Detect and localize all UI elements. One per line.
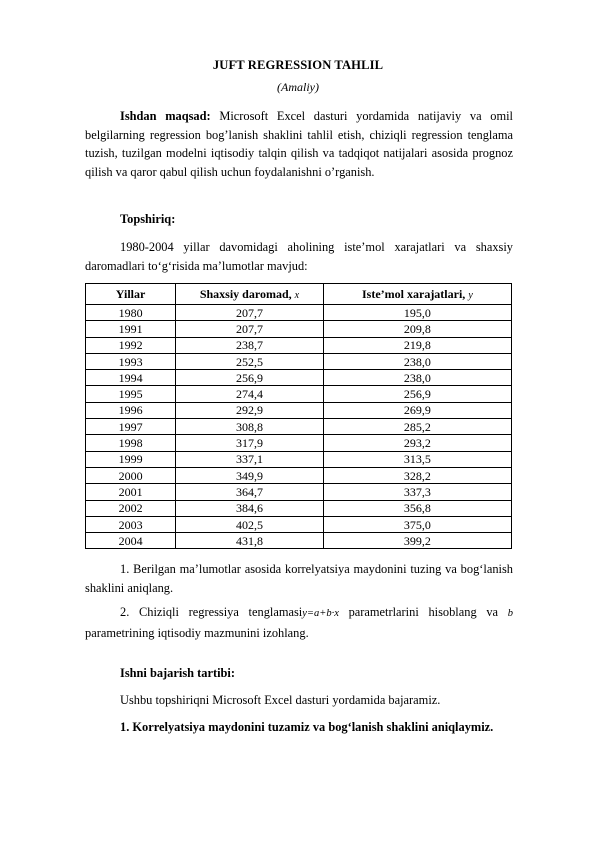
cell-expenses: 285,2: [323, 419, 511, 435]
cell-expenses: 328,2: [323, 467, 511, 483]
purpose-label: Ishdan maqsad:: [120, 109, 211, 123]
page-title: JUFT REGRESSION TAHLIL: [212, 58, 384, 72]
cell-income: 402,5: [176, 516, 324, 532]
procedure-heading: Ishni bajarish tartibi:: [120, 666, 235, 680]
cell-expenses: 313,5: [323, 451, 511, 467]
cell-expenses: 337,3: [323, 484, 511, 500]
table-row: [86, 516, 512, 532]
cell-year: 1994: [86, 370, 176, 386]
cell-income: 384,6: [176, 500, 324, 516]
procedure-line: Ushbu topshiriqni Microsoft Excel dasturi yordamida bajaramiz.: [120, 693, 441, 707]
cell-year: 1998: [86, 435, 176, 451]
cell-expenses: 256,9: [323, 386, 511, 402]
table-row: [86, 305, 512, 321]
cell-expenses: 219,8: [323, 337, 511, 353]
item-1: 1. Berilgan ma’lumotlar asosida korrelyatsiya maydonini tuzing va bog‘lanish shaklini aniqlang.: [85, 562, 513, 595]
cell-income: 207,7: [176, 321, 324, 337]
cell-year: 1999: [86, 451, 176, 467]
cell-expenses: 195,0: [323, 305, 511, 321]
page-subtitle: (Amaliy): [277, 80, 319, 94]
cell-year: 1992: [86, 337, 176, 353]
cell-income: 431,8: [176, 533, 324, 549]
cell-expenses: 293,2: [323, 435, 511, 451]
header-years: Yillar: [86, 284, 176, 305]
cell-year: 1996: [86, 402, 176, 418]
task-intro: 1980-2004 yillar davomidagi aholining iste’mol xarajatlari va shaxsiy daromadlari to‘g‘risida ma’lumotlar mavjud:: [85, 240, 513, 273]
cell-income: 349,9: [176, 467, 324, 483]
table-body: [86, 305, 512, 549]
procedure-step-1: 1. Korrelyatsiya maydonini tuzamiz va bog‘lanish shaklini aniqlaymiz.: [120, 720, 494, 734]
table-row: [86, 402, 512, 418]
header-income: Shaxsiy daromad, x: [176, 284, 324, 305]
cell-year: 1980: [86, 305, 176, 321]
table-row: [86, 500, 512, 516]
table-row: [86, 484, 512, 500]
purpose-paragraph: [85, 107, 513, 181]
header-expenses: Iste’mol xarajatlari, y: [323, 284, 511, 305]
table-row: [86, 533, 512, 549]
cell-year: 2000: [86, 467, 176, 483]
cell-year: 2002: [86, 500, 176, 516]
item-2: 2. Chiziqli regressiya tenglamasiy=a+b·x parametrlarini hisoblang va b parametrining iqtisodiy mazmunini izohlang.: [85, 605, 513, 640]
table-row: [86, 451, 512, 467]
cell-year: 1993: [86, 353, 176, 369]
cell-expenses: 238,0: [323, 353, 511, 369]
cell-income: 292,9: [176, 402, 324, 418]
cell-income: 256,9: [176, 370, 324, 386]
data-table: [85, 283, 512, 549]
cell-year: 1997: [86, 419, 176, 435]
table-row: [86, 419, 512, 435]
cell-year: 2001: [86, 484, 176, 500]
cell-expenses: 399,2: [323, 533, 511, 549]
cell-income: 317,9: [176, 435, 324, 451]
task-heading: Topshiriq:: [120, 212, 176, 226]
cell-expenses: 356,8: [323, 500, 511, 516]
table-row: [86, 467, 512, 483]
cell-income: 238,7: [176, 337, 324, 353]
cell-year: 1995: [86, 386, 176, 402]
cell-expenses: 209,8: [323, 321, 511, 337]
cell-income: 207,7: [176, 305, 324, 321]
cell-expenses: 238,0: [323, 370, 511, 386]
cell-year: 2003: [86, 516, 176, 532]
regression-equation: y=a+b·x: [302, 608, 339, 619]
table-row: [86, 370, 512, 386]
table-row: [86, 353, 512, 369]
var-b: b: [507, 608, 513, 619]
cell-year: 1991: [86, 321, 176, 337]
table-row: [86, 337, 512, 353]
cell-income: 308,8: [176, 419, 324, 435]
var-x: x: [294, 289, 300, 301]
cell-year: 2004: [86, 533, 176, 549]
cell-income: 337,1: [176, 451, 324, 467]
cell-income: 364,7: [176, 484, 324, 500]
table-row: [86, 386, 512, 402]
table-row: [86, 435, 512, 451]
cell-expenses: 375,0: [323, 516, 511, 532]
table-header-row: [86, 284, 512, 305]
cell-expenses: 269,9: [323, 402, 511, 418]
cell-income: 274,4: [176, 386, 324, 402]
var-y: y: [468, 289, 473, 301]
purpose-text: Microsoft Excel dasturi yordamida natijaviy va omil belgilarning regression bog’lanish shaklini tahlil etish, chiziqli regression tenglama tuzish, tuzilgan modelni iqtisodiy talqin qilish va tadqiqot natijalari asosida prognoz qilish va qaror qabul qilish uchun foydalanishni o’rganish.: [85, 109, 513, 179]
cell-income: 252,5: [176, 353, 324, 369]
table-row: [86, 321, 512, 337]
